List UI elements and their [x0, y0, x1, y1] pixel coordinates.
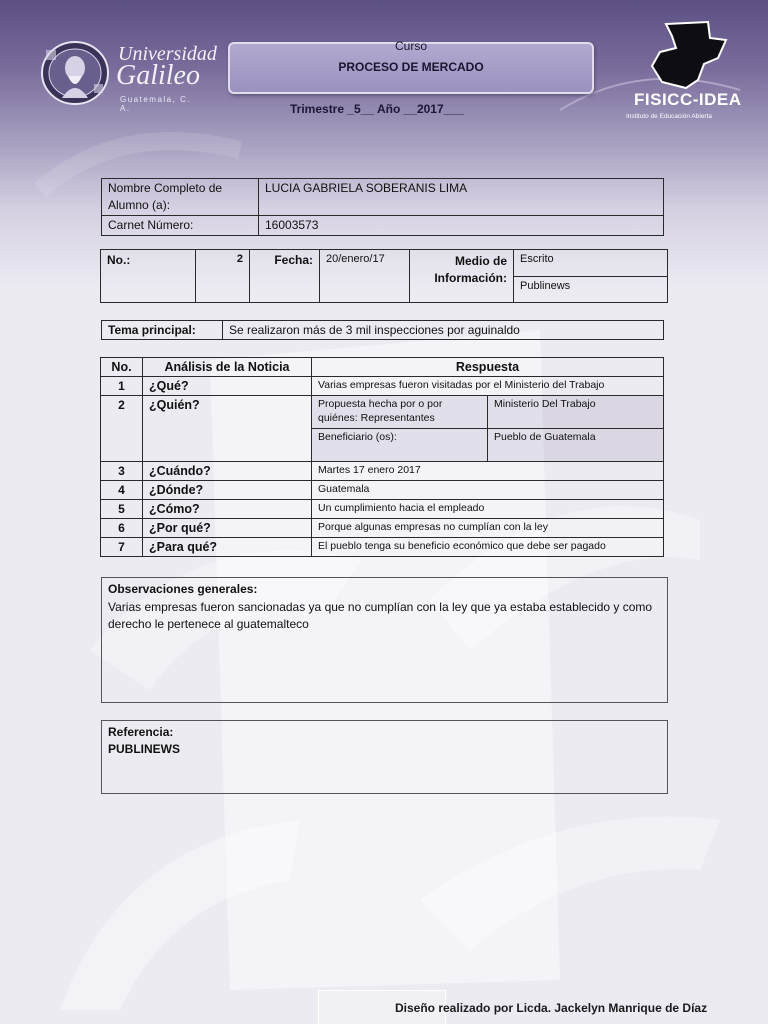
carnet-value: 16003573 — [259, 216, 664, 236]
row-number: 1 — [101, 377, 143, 396]
table-row — [101, 481, 664, 500]
institute-logo — [618, 18, 758, 128]
row-question: ¿Por qué? — [143, 519, 312, 538]
row-question: ¿Para qué? — [143, 538, 312, 557]
footer-credit: Diseño realizado por Licda. Jackelyn Manrique de Díaz — [395, 1001, 708, 1015]
row-number: 2 — [101, 396, 143, 462]
tema-value: Se realizaron más de 3 mil inspecciones por aguinaldo — [223, 321, 664, 340]
course-label: Curso — [394, 39, 427, 53]
row-number: 7 — [101, 538, 143, 557]
table-row — [102, 216, 664, 236]
table-row — [101, 396, 664, 429]
trimestre-line: Trimestre _5__ Año __2017___ — [290, 102, 464, 116]
table-row — [101, 377, 664, 396]
row-answer: Un cumplimiento hacia el empleado — [312, 500, 664, 519]
table-header-row — [101, 358, 664, 377]
table-row — [101, 462, 664, 481]
tema-label: Tema principal: — [102, 321, 223, 340]
table-row — [102, 179, 664, 216]
no-value: 2 — [196, 250, 250, 303]
table-row — [101, 250, 668, 277]
row-number: 3 — [101, 462, 143, 481]
fecha-value: 20/enero/17 — [320, 250, 410, 303]
table-row — [102, 321, 664, 340]
news-analysis-table — [100, 357, 664, 557]
row-answer: Varias empresas fueron visitadas por el Ministerio del Trabajo — [312, 377, 664, 396]
institute-subtitle: Instituto de Educación Abierta — [626, 113, 713, 120]
propuesta-label: Propuesta hecha por o por quiénes: Representantes — [312, 396, 488, 429]
row-question: ¿Dónde? — [143, 481, 312, 500]
propuesta-value: Ministerio Del Trabajo — [488, 396, 664, 429]
fecha-label: Fecha: — [250, 250, 320, 303]
referencia-box — [101, 720, 668, 794]
course-box — [228, 39, 594, 94]
beneficiario-value: Pueblo de Guatemala — [488, 429, 664, 462]
row-question: ¿Cuándo? — [143, 462, 312, 481]
course-name: PROCESO DE MERCADO — [338, 60, 484, 74]
referencia-label: Referencia: — [108, 725, 174, 739]
table-row — [101, 519, 664, 538]
student-table — [101, 178, 664, 236]
student-name-value: LUCIA GABRIELA SOBERANIS LIMA — [259, 179, 664, 216]
table-row — [101, 500, 664, 519]
row-answer: Martes 17 enero 2017 — [312, 462, 664, 481]
student-name-label: Nombre Completo de Alumno (a): — [102, 179, 259, 216]
carnet-label: Carnet Número: — [102, 216, 259, 236]
row-answer: El pueblo tenga su beneficio económico que debe ser pagado — [312, 538, 664, 557]
no-label: No.: — [101, 250, 196, 303]
col-header-no: No. — [101, 358, 143, 377]
col-header-respuesta: Respuesta — [312, 358, 664, 377]
university-logo — [40, 40, 217, 113]
university-name-line1: Universidad — [118, 43, 217, 65]
observaciones-box — [101, 577, 668, 703]
beneficiario-label: Beneficiario (os): — [312, 429, 488, 462]
galileo-seal-icon — [40, 40, 110, 106]
institute-name: FISICC-IDEA — [634, 90, 742, 109]
row-question: ¿Qué? — [143, 377, 312, 396]
observaciones-label: Observaciones generales: — [108, 582, 258, 596]
row-answer: Guatemala — [312, 481, 664, 500]
table-row — [101, 538, 664, 557]
row-question: ¿Quién? — [143, 396, 312, 462]
observaciones-text: Varias empresas fueron sancionadas ya que no cumplían con la ley que ya estaba establecido y como derecho le pertenece al guatemalteco — [108, 600, 653, 631]
row-number: 4 — [101, 481, 143, 500]
row-question: ¿Cómo? — [143, 500, 312, 519]
university-location: Guatemala, C. A. — [120, 95, 192, 113]
row-number: 6 — [101, 519, 143, 538]
guatemala-map-icon — [646, 18, 730, 90]
medio-tipo: Escrito — [514, 250, 668, 277]
row-answer: Porque algunas empresas no cumplían con la ley — [312, 519, 664, 538]
medio-nombre: Publinews — [514, 276, 668, 303]
medio-label: Medio de Información: — [410, 250, 514, 303]
info-table — [100, 249, 668, 303]
university-name-line2: Galileo — [116, 60, 200, 91]
referencia-text: PUBLINEWS — [108, 742, 180, 756]
tema-table — [101, 320, 664, 340]
row-number: 5 — [101, 500, 143, 519]
col-header-analisis: Análisis de la Noticia — [143, 358, 312, 377]
